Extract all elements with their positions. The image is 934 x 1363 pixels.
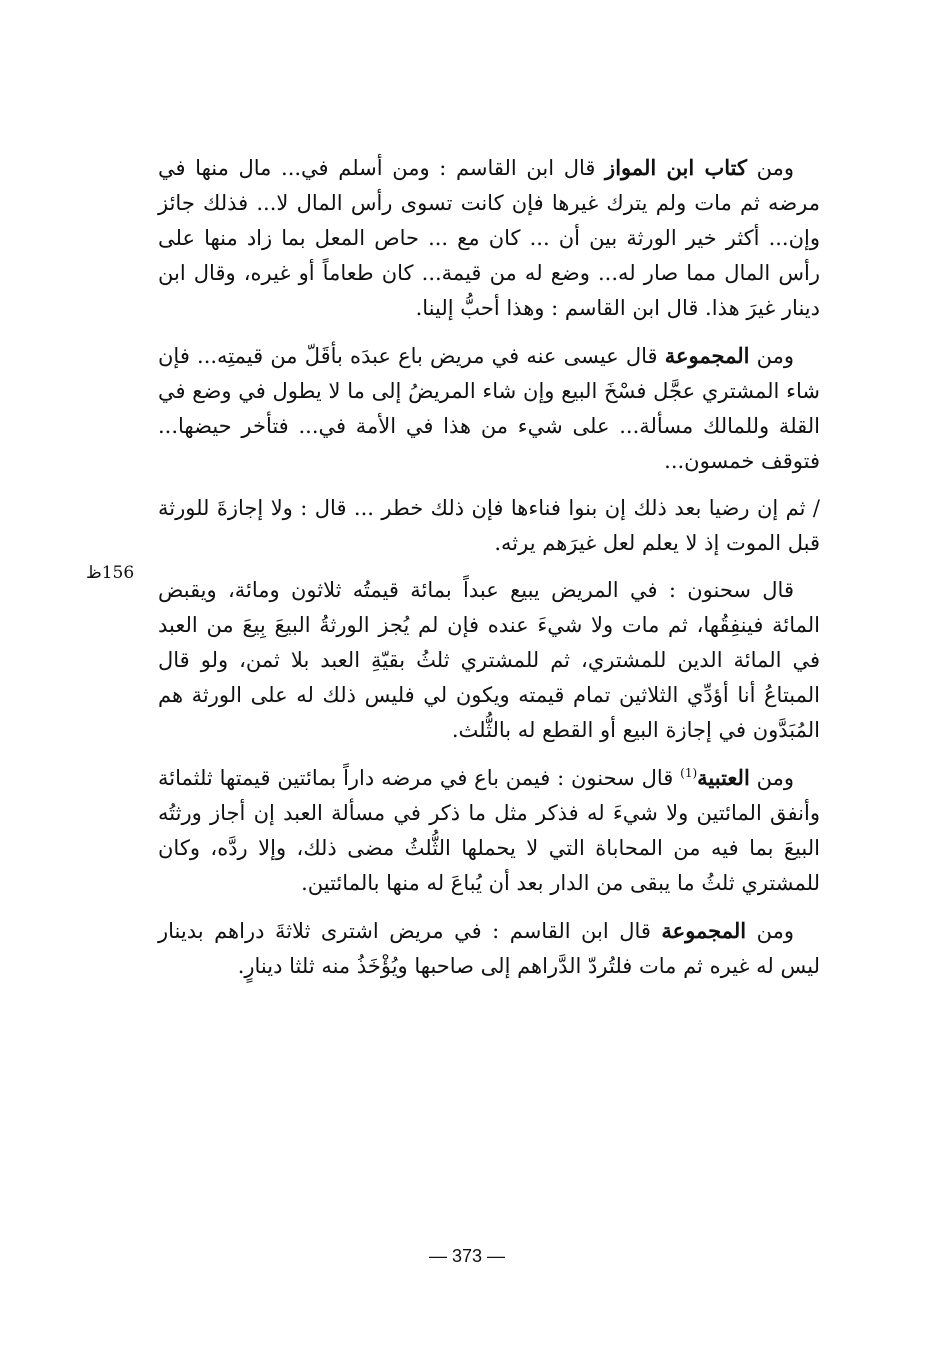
paragraph-sahnun [158, 573, 820, 748]
paragraph-majmua-isa [158, 338, 820, 479]
source-title: كتاب ابن المواز [605, 155, 747, 180]
paragraph-majmua-ibn-qasim [158, 913, 820, 984]
marginal-folio-note: 156ظ [86, 563, 135, 583]
paragraph-text: قال ابن القاسم : في مريض اشترى ثلاثةَ دراهم بدينار ليس له غيره ثم مات فلتُردّ الدَّراهم إلى صاحبها ويُؤْخَذُ منه ثلثا دينارٍ. [158, 919, 820, 978]
source-title: المجموعة [664, 343, 750, 368]
paragraph-ibn-al-mawwaz [158, 150, 820, 326]
source-title: العتبية [697, 765, 750, 790]
source-title: المجموعة [661, 918, 747, 943]
paragraph-lead: ومن [749, 766, 794, 790]
paragraph-lead: ومن [746, 919, 794, 943]
page-number: — 373 — [428, 1246, 506, 1266]
paragraph-utbiyya [158, 760, 820, 901]
paragraph-lead: ومن [746, 156, 794, 180]
paragraph-text: قال سحنون : فيمن باع في مرضه داراً بمائتين قيمتها ثلثمائة وأنفق المائتين ولا شيءَ له فذكر مثل ما ذكر في مسألة العبد إن أجاز ورثتُه البيعَ بما فيه من المحاباة التي لا يحملها الثُّلثُ مضى ذلك، وإلا ردَّه، وكان للمشتري ثلثُ ما يبقى من الدار بعد أن يُباعَ له منها بالمائتين. [158, 766, 820, 895]
body-text [158, 150, 820, 996]
paragraph-lead: ومن [749, 344, 794, 368]
paragraph-text: قال ابن القاسم : ومن أسلم في... مال منها في مرضه ثم مات ولم يترك غيرها فإن كانت تسوى رأس المال لا... فذلك جائز وإن... أكثر خير الورثة بين أن ... كان مع ... حاص المعل بما زاد منها على رأس المال مما صار له... وضع له من قيمة... كان طعاماً أو غيره، وقال ابن دينار غيرَ هذا. قال ابن القاسم : وهذا أحبُّ إلينا. [158, 156, 820, 320]
paragraph-text: قال عيسى عنه في مريض باع عبدَه بأقَلّ من قيمتِه... فإن شاء المشتري عجَّل فسْخَ البيع وإن شاء المريضُ إلى ما لا يطول في وضع في القلة وللمالك مسألة... على شيء من هذا في الأمة في... فتأخر حيضها... فتوقف خمسون... [158, 344, 820, 473]
paragraph-continuation [158, 491, 820, 561]
paragraph-text: قال سحنون : في المريض يبيع عبداً بمائة قيمتُه ثلاثون ومائة، ويقبض المائة فينفِقُها، ثم مات ولا شيءَ عنده فإن لم يُجز الورثةُ البيعَ بِيعَ من العبد في المائة الدين للمشتري، ثم للمشتري ثلثُ بقيّةِ العبد بلا ثمن، ولو قال المبتاعُ أنا أؤدِّي الثلاثين تمام قيمته ويكون لي فليس ذلك له على الورثة هم المُبَدَّون في إجازة البيع أو القطع له بالثُّلث. [158, 578, 820, 742]
paragraph-text: / ثم إن رضيا بعد ذلك إن بنوا فناءها فإن ذلك خطر ... قال : ولا إجازةَ للورثة قبل الموت إذ لا يعلم لعل غيرَهم يرثه. [158, 496, 820, 555]
footnote-marker: (1) [680, 766, 698, 780]
